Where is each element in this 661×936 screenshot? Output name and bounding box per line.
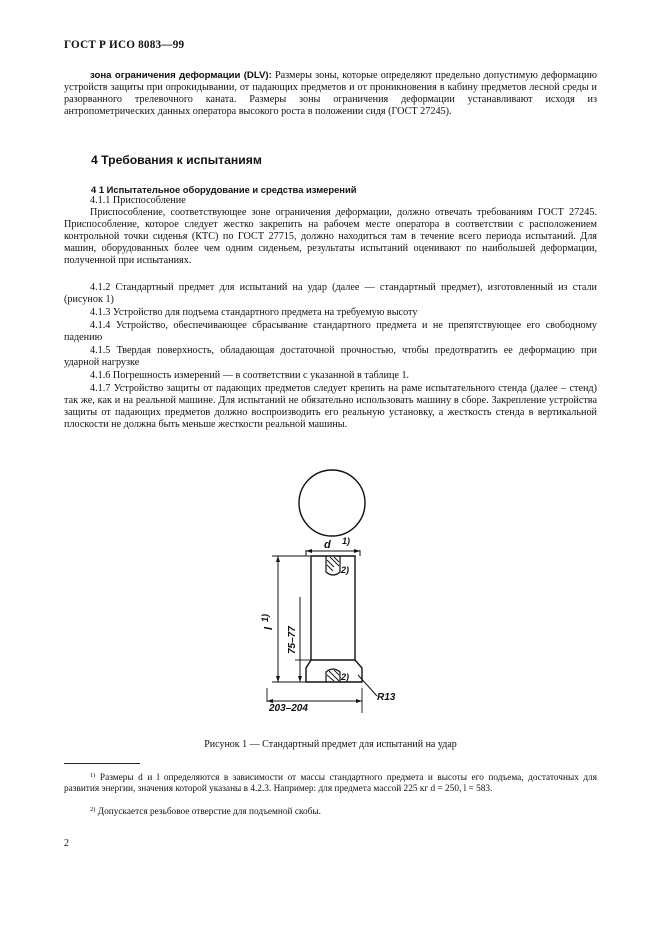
definition-term: зона ограничения деформации (DLV): (90, 70, 272, 81)
label-l: l (263, 626, 275, 630)
definition-text: Размеры зоны, которые определяют предельно допустимую деформацию устройств защиты при опрокидывании, от падающих предметов и от проникновения в кабину предметов лесной среды и разорванного трелевочного каната. Размеры зоны ограничения деформации устанавливают исходя из антропометрических данных оператора высокого роста в положении сидя (ГОСТ 27245). (64, 70, 597, 117)
item-4-1-1: 4.1.1 Приспособление (90, 195, 186, 206)
document-header: ГОСТ Р ИСО 8083—99 (64, 39, 185, 51)
item-4-1-2: 4.1.2 Стандартный предмет для испытаний на удар (далее — стандартный предмет), изготовленный из стали (рисунок 1) (64, 282, 597, 305)
label-r13: R13 (377, 692, 396, 703)
footnote-2 (64, 804, 597, 818)
label-note2-bottom: 2) (341, 672, 350, 682)
item-4-1-4: 4.1.4 Устройство, обеспечивающее сбрасывание стандартного предмета и не препятствующее его свободному падению (64, 320, 597, 343)
section-title: 4 Требования к испытаниям (91, 153, 262, 167)
hole-top-hatch (327, 557, 339, 571)
figure-caption: Рисунок 1 — Стандартный предмет для испытаний на удар (204, 739, 457, 750)
label-75-77: 75–77 (287, 626, 298, 654)
label-203-204: 203–204 (269, 703, 308, 714)
label-d: d (324, 539, 331, 551)
footnote-2-text: Допускается резьбовое отверстие для подъемной скобы. (95, 807, 321, 817)
hole-bottom-hatch (327, 670, 339, 681)
footnote-1 (64, 770, 597, 795)
top-view-circle (299, 470, 365, 536)
item-4-1-5: 4.1.5 Твердая поверхность, обладающая достаточной прочностью, чтобы предотвратить ее деформацию при ударной нагрузке (64, 345, 597, 368)
item-4-1-7: 4.1.7 Устройство защиты от падающих предметов следует крепить на раме испытательного стенда (далее – стенд) так же, как и на реальной машине. Для испытаний не обязательно использовать машину в сборе. Закрепление устройства защиты от падающих предметов должно воспроизводить его реальную установку, а жесткость стенда в вертикальной плоскости не должна быть меньше жесткости реальной машины. (64, 383, 597, 430)
label-note1-top: 1) (342, 536, 351, 546)
page-number: 2 (64, 838, 69, 849)
item-4-1-1-text: Приспособление, соответствующее зоне ограничения деформации, должно отвечать требованиям ГОСТ 27245. Приспособление, которое следует жестко закрепить на рабочем месте оператора в соответствии с расположением контрольной точки сиденья (КТС) по ГОСТ 27715, должно находиться там в течение всего периода испытаний. Для машин, оборудованных более чем одним сиденьем, результаты испытаний оценивают по наибольшей деформации, полученной при испытаниях. (64, 207, 597, 266)
footnote-1-text: Размеры d и l определяются в зависимости от массы стандартного предмета и высоты его подъема, достаточных для развития энергии, значения которой указаны в 4.2.3. Например: для предмета массой 225 кг d = 250, l = 583. (64, 773, 597, 794)
subsection-title: 4 1 Испытательное оборудование и средства измерений (91, 184, 357, 195)
figure-standard-object (250, 468, 410, 730)
label-note2-top: 2) (341, 565, 350, 575)
item-4-1-3: 4.1.3 Устройство для подъема стандартного предмета на требуемую высоту (90, 307, 418, 318)
footnote-rule (64, 763, 140, 764)
footnote-1-mark: 1) (90, 772, 96, 779)
r13-leader (358, 675, 377, 696)
item-4-1-6: 4.1.6 Погрешность измерений — в соответствии с указанной в таблице 1. (90, 370, 410, 381)
label-note1-side: 1) (260, 613, 270, 622)
footnote-2-mark: 2) (90, 806, 96, 813)
intro-definition (64, 70, 597, 118)
